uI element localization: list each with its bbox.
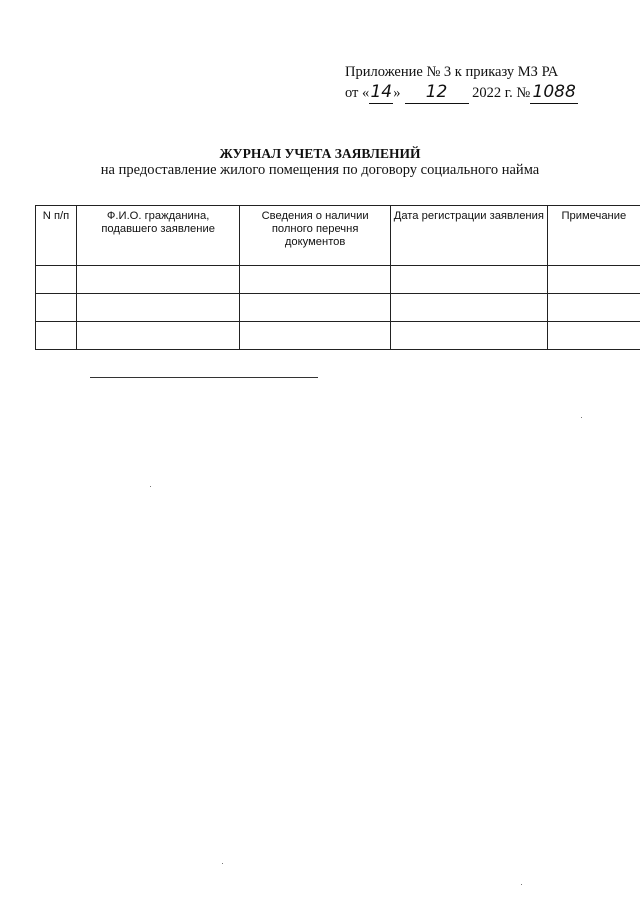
column-header-number: N п/п <box>36 206 77 266</box>
order-date-line <box>345 82 578 104</box>
table-row <box>36 322 640 350</box>
scan-speck <box>150 486 151 487</box>
column-header-documents: Сведения о наличии полного перечня документов <box>240 206 391 266</box>
document-title: ЖУРНАЛ УЧЕТА ЗАЯВЛЕНИЙ <box>219 146 421 161</box>
journal-table <box>35 205 640 350</box>
table-cell <box>77 266 240 294</box>
table-cell <box>391 322 548 350</box>
order-year: 2022 г. № <box>472 85 531 101</box>
appendix-text: Приложение № 3 к приказу МЗ РА <box>345 64 559 80</box>
table-row <box>36 266 640 294</box>
table-cell <box>77 322 240 350</box>
table-cell <box>240 266 391 294</box>
table-cell <box>36 266 77 294</box>
table-cell <box>547 294 640 322</box>
scan-speck <box>521 884 522 885</box>
document-subtitle: на предоставление жилого помещения по договору социального найма <box>100 162 540 178</box>
signature-line <box>90 377 318 378</box>
column-header-note: Примечание <box>547 206 640 266</box>
table-cell <box>36 294 77 322</box>
table-cell <box>240 294 391 322</box>
table-header-row <box>36 206 640 266</box>
column-header-name: Ф.И.О. гражданина, подавшего заявление <box>77 206 240 266</box>
table-cell <box>547 322 640 350</box>
order-month: 12 <box>425 82 448 102</box>
date-prefix: от « <box>345 85 370 101</box>
table-cell <box>391 294 548 322</box>
column-header-registration-date: Дата регистрации заявления <box>391 206 548 266</box>
appendix-block <box>345 62 578 104</box>
order-number: 1088 <box>532 82 576 102</box>
order-day: 14 <box>370 82 393 102</box>
table-cell <box>547 266 640 294</box>
date-mid: » <box>393 85 401 101</box>
table-cell <box>391 266 548 294</box>
scan-speck <box>222 863 223 864</box>
table-cell <box>240 322 391 350</box>
scan-speck <box>581 417 582 418</box>
table-row <box>36 294 640 322</box>
table-cell <box>36 322 77 350</box>
table-cell <box>77 294 240 322</box>
